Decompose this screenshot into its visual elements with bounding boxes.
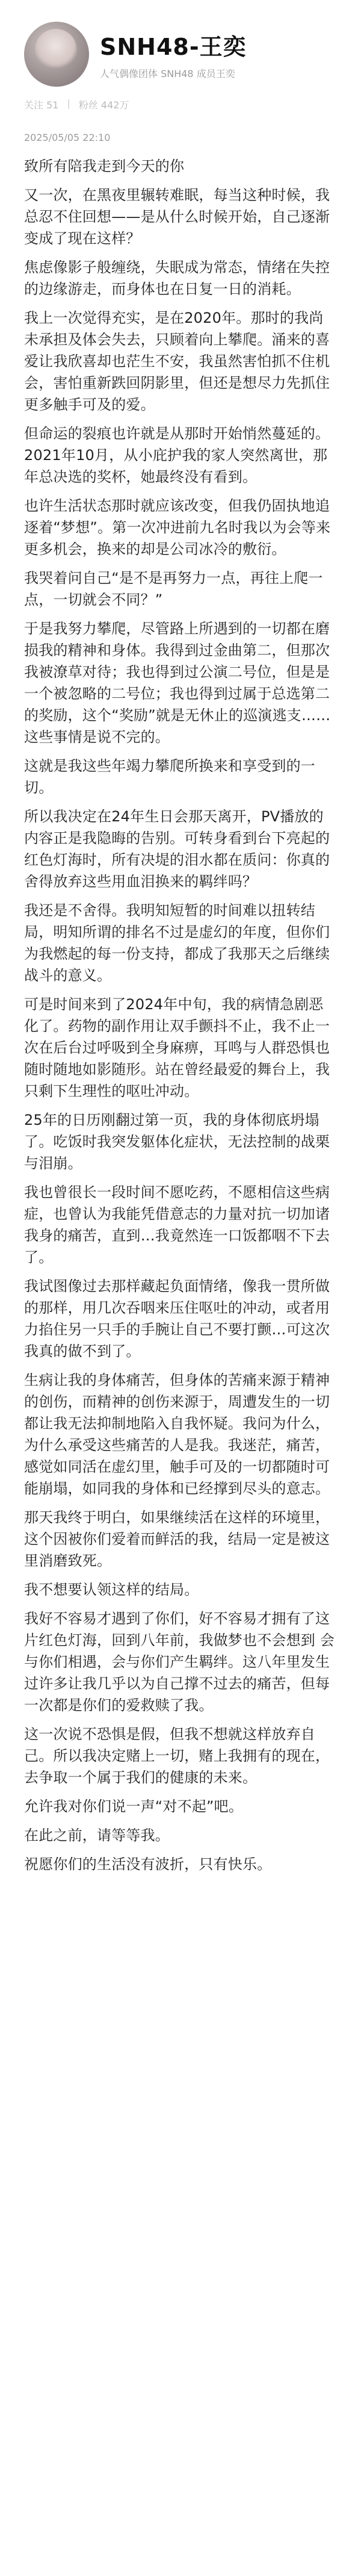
post-paragraph: 于是我努力攀爬，尽管路上所遇到的一切都在磨损我的精神和身体。我得到过金曲第二，但那次我被潦草对待；我也得到过公演二号位，但是是一个被忽略的二号位；我也得到过属于总选第二的奖励，这个“奖励”就是无休止的巡演逃支……这些事情是说不完的。 [24,620,331,745]
post-paragraph: 又一次，在黑夜里辗转难眠，每当这种时候，我总忍不住回想——是从什么时候开始，自己逐渐变成了现在这样？ [24,187,330,247]
post-paragraph: 祝愿你们的生活没有波折，只有快乐。 [24,1856,272,1873]
profile-info [100,28,247,80]
post-paragraph: 我试图像过去那样藏起负面情绪，像我一贯所做的那样，用几次吞咽来压住呕吐的冲动，或者用力掐住另一只手的手腕让自己不要打颤…可这次我真的做不到了。 [24,1278,330,1360]
post-paragraph: 我也曾很长一段时间不愿吃药，不愿相信这些病症，也曾认为我能凭借意志的力量对抗一切加诸我身的痛苦，直到…我竟然连一口饭都咽不下去了。 [24,1184,330,1266]
post-timestamp: 2025/05/05 22:10 [24,132,111,143]
post-paragraph: 我上一次觉得充实，是在2020年。那时的我尚未承担及体会失去，只顾着向上攀爬。涌来的喜爱让我欣喜却也茫生不安，我虽然害怕抓不住机会，害怕重新跌回阴影里，但还是想尽力先抓住更多触手可及的爱。 [24,310,330,413]
following-count[interactable]: 关注 51 [24,99,59,111]
post-paragraph: 我还是不舍得。我明知短暂的时间难以扭转结局，明知所谓的排名不过是虚幻的年度，但你们为我燃起的每一份支持，都成了我那天之后继续战斗的意义。 [24,902,330,984]
post-paragraph: 致所有陪我走到今天的你 [24,158,185,175]
post-paragraph: 那天我终于明白，如果继续活在这样的环境里，这个因被你们爱着而鲜活的我，结局一定是被这里消磨致死。 [24,1509,330,1569]
post-paragraph: 允许我对你们说一声“对不起”吧。 [24,1798,244,1815]
post-paragraph: 也许生活状态那时就应该改变，但我仍固执地追逐着“梦想”。第一次冲进前九名时我以为会等来更多机会，换来的却是公司冰冷的敷衍。 [24,497,331,558]
post-paragraph: 我哭着问自己“是不是再努力一点，再往上爬一点，一切就会不同？” [24,570,323,608]
post-paragraph: 我不想要认领这样的结局。 [24,1581,199,1598]
post-paragraph: 可是时间来到了2024年中旬，我的病情急剧恶化了。药物的副作用让双手颤抖不止，我不止一次在后台过呼吸到全身麻痹，耳鸣与人群恐惧也随时随地如影随形。站在曾经最爱的舞台上，我只剩下生理性的呕吐冲动。 [24,996,330,1100]
post-paragraph: 我好不容易才遇到了你们，好不容易才拥有了这片红色灯海，回到八年前，我做梦也不会想到 会与你们相遇，会与你们产生羁绊。这八年里发生过许多让我几乎以为自己撑不过去的痛苦，但每一次都是你们的爱救赎了我。 [24,1610,335,1714]
profile-stats [24,98,337,111]
post-paragraph: 在此之前，请等等我。 [24,1827,170,1844]
avatar[interactable] [24,22,89,87]
post-paragraph: 焦虑像影子般缠绕，失眠成为常态，情绪在失控的边缘游走，而身体也在日复一日的消耗。 [24,259,330,297]
post-paragraph: 25年的日历刚翻过第一页，我的身体彻底坍塌了。吃饭时我突发躯体化症状，无法控制的战栗与泪崩。 [24,1112,330,1172]
post-paragraph: 这一次说不恐惧是假，但我不想就这样放弃自己。所以我决定赌上一切，赌上我拥有的现在，去争取一个属于我们的健康的未来。 [24,1726,330,1786]
post-paragraph: 但命运的裂痕也许就是从那时开始悄然蔓延的。2021年10月，从小庇护我的家人突然离世，那年总决选的奖杯，她最终没有看到。 [24,425,330,485]
post-body [24,155,337,1875]
follower-count[interactable]: 粉丝 442万 [78,99,129,111]
stats-separator: | [67,98,70,109]
post-paragraph: 生病让我的身体痛苦，但身体的苦痛来源于精神的创伤，而精神的创伤来源于，周遭发生的一切都让我无法抑制地陷入自我怀疑。我问为什么，为什么承受这些痛苦的人是我。我迷茫，痛苦，感觉如同活在虚幻里，触手可及的一切都随时可能崩塌，如同我的身体和已经撑到尽头的意志。 [24,1372,330,1497]
user-name[interactable]: SNH48-王奕 [100,34,247,60]
verification-text: 人气偶像团体 SNH48 成员王奕 [100,68,235,79]
post-paragraph: 所以我决定在24年生日会那天离开，PV播放的内容正是我隐晦的告别。可转身看到台下亮起的红色灯海时，所有决堤的泪水都在质问：你真的舍得放弃这些用血泪换来的羁绊吗？ [24,808,330,890]
post-paragraph: 这就是我这些年竭力攀爬所换来和享受到的一切。 [24,758,315,796]
profile-header [24,22,337,87]
